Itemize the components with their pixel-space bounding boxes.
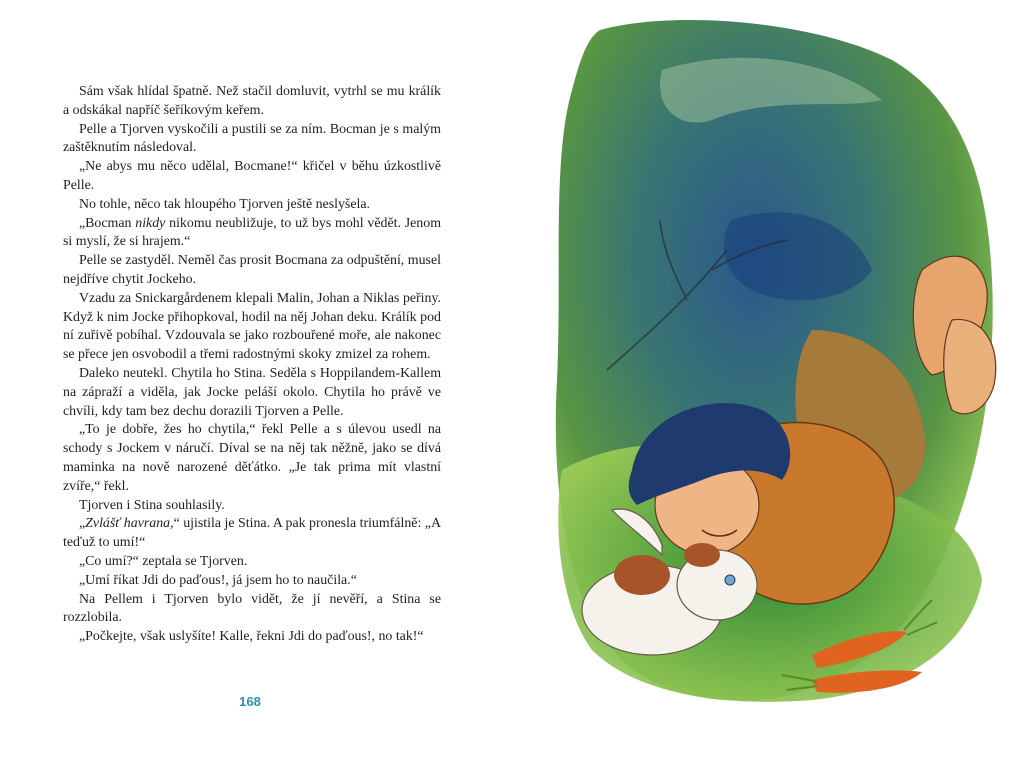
rabbit-spot — [614, 555, 670, 595]
paragraph: Na Pellem i Tjorven bylo vidět, že jí nevěří, a Stina se rozzlobila. — [63, 591, 441, 626]
paragraph: Tjorven i Stina souhlasily. — [79, 497, 225, 513]
paragraph: „Umí říkat Jdi do paďous!, já jsem ho to naučila.“ — [79, 572, 357, 588]
emphasis: Zvlášť havrana, — [85, 516, 174, 532]
right-page — [512, 0, 1024, 768]
emphasis: nikdy — [135, 215, 166, 231]
paragraph: No tohle, něco tak hloupého Tjorven ještě neslyšela. — [79, 196, 370, 212]
paragraph: Pelle se zastyděl. Neměl čas prosit Bocmana za odpuštění, musel nejdříve chytit Jockeho. — [63, 253, 441, 287]
paragraph: Vzadu za Snickargårdenem klepali Malin, Johan a Niklas peřiny. Když k nim Jocke přihopkoval, hodil na něj Johan deku. Králík pod ní zuřivě pobíhal. Vzdouvala se jako rozbouřené moře, ale nakonec se přece jen osvobodil a třemi radostnými skoky zmizel za rohem. — [63, 290, 441, 363]
paragraph: „Počkejte, však uslyšíte! Kalle, řekni Jdi do paďous!, no tak!“ — [79, 629, 424, 645]
paragraph: „To je dobře, žes ho chytila,“ řekl Pelle a s úlevou usedl na schody s Jockem v náručí. Díval se na něj tak něžně, jako se dívá maminka na nově narozené děťátko. „Je tak prima mít vlastní zvíře,“ řekl. — [63, 422, 441, 494]
paragraph-with-emphasis: „Bocman nikdy nikomu neubližuje, to už bys mohl vědět. Jenom si myslí, že si hrajem.“ — [63, 215, 441, 250]
text-column — [63, 83, 441, 647]
paragraph: Daleko neutekl. Chytila ho Stina. Seděla s Hoppilandem-Kallem na zápraží a viděla, jak Jocke peláší okolo. Chytila ho právě ve chvíli, kdy tam bez dechu dorazili Tjorven a Pelle. — [63, 365, 441, 419]
page-number: 168 — [239, 694, 261, 709]
rabbit-eye — [725, 575, 735, 585]
paragraph: Sám však hlídal špatně. Než stačil domluvit, vytrhl se mu králík a odskákal napříč šeříkovým keřem. — [63, 84, 441, 118]
rabbit-spot — [684, 543, 720, 567]
paragraph: „Co umí?“ zeptala se Tjorven. — [79, 553, 248, 569]
paragraph: Pelle a Tjorven vyskočili a pustili se za ním. Bocman je s malým zaštěknutím následoval. — [63, 121, 441, 156]
illustration-boy-with-rabbit — [512, 0, 1024, 768]
paragraph-with-emphasis: „Zvlášť havrana,“ ujistila je Stina. A pak pronesla triumfálně: „A teďuž to umí!“ — [63, 516, 441, 551]
paragraph: „Ne abys mu něco udělal, Bocmane!“ křičel v běhu úzkostlivě Pelle. — [63, 159, 441, 193]
